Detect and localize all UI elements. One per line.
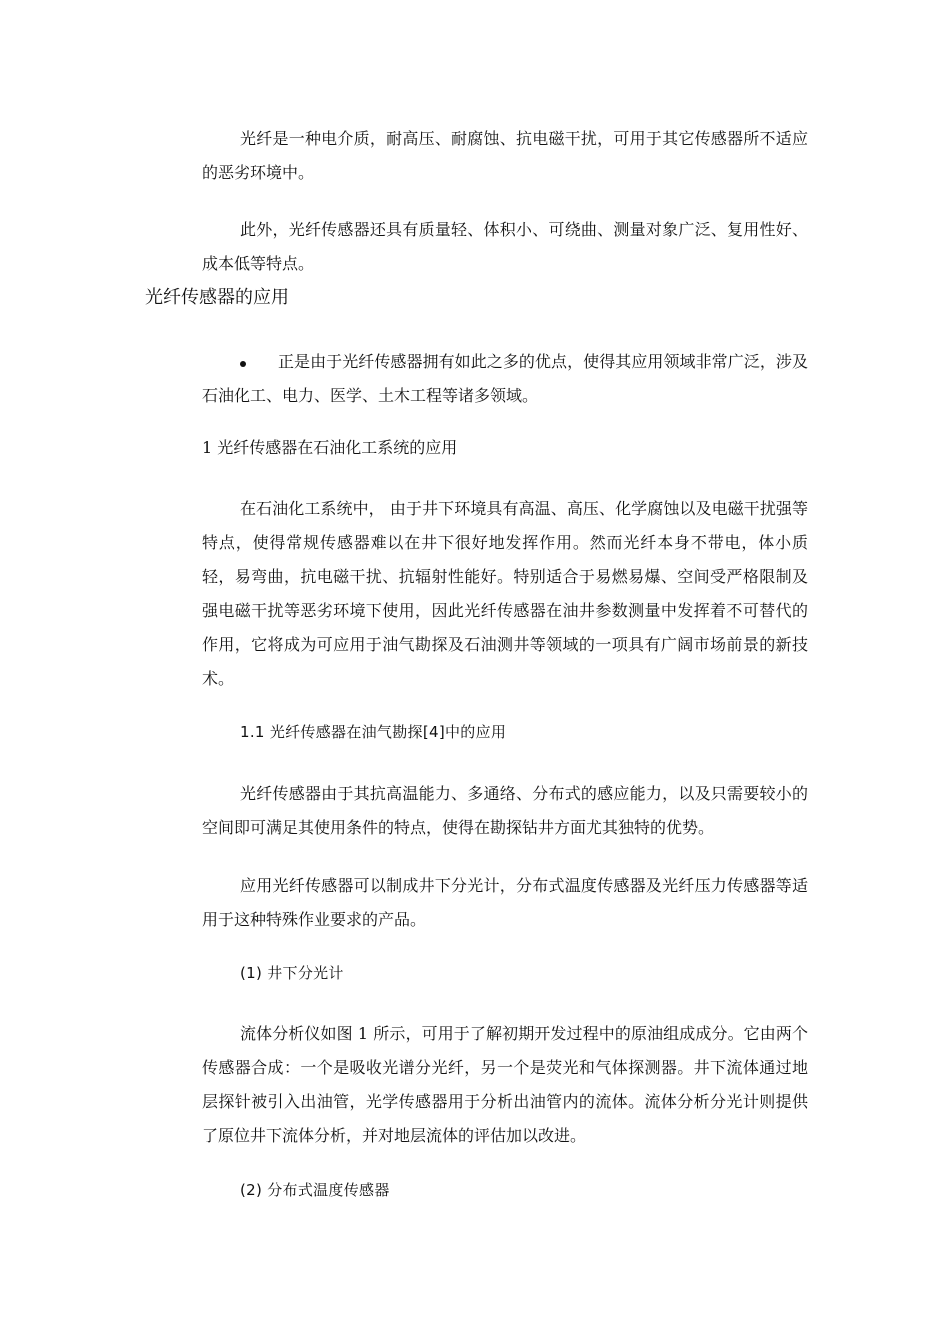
item-heading-text-2: (2) 分布式温度传感器 — [240, 1181, 390, 1199]
subsection-heading-text: 1.1 光纤传感器在油气勘探[4]中的应用 — [240, 723, 507, 741]
item-heading-distributed-temperature — [240, 1179, 390, 1201]
section-heading-petrochemical — [202, 437, 457, 459]
paragraph-downhole-products: 应用光纤传感器可以制成井下分光计，分布式温度传感器及光纤压力传感器等适用于这种特殊作业要求的产品。 — [202, 876, 808, 929]
paragraph-fluid-analyzer: 流体分析仪如图 1 所示，可用于了解初期开发过程中的原油组成成分。它由两个传感器合成：一个是吸收光谱分光纤，另一个是荧光和气体探测器。井下流体通过地层探针被引入出油管，光学传感器用于分析出油管内的流体。流体分析分光计则提供了原位井下流体分析，并对地层流体的评估加以改进。 — [202, 1024, 808, 1145]
section-heading-petrochemical-text: 1 光纤传感器在石油化工系统的应用 — [202, 438, 458, 457]
paragraph-petrochemical-system: 在石油化工系统中， 由于井下环境具有高温、高压、化学腐蚀以及电磁干扰强等特点，使得常规传感器难以在井下很好地发挥作用。然而光纤本身不带电，体小质轻，易弯曲，抗电磁干扰、抗辐射性能好。特别适合于易燃易爆、空间受严格限制及强电磁干扰等恶劣环境下使用，因此光纤传感器在油井参数测量中发挥着不可替代的作用，它将成为可应用于油气勘探及石油测井等领域的一项具有广阔市场前景的新技术。 — [202, 499, 808, 688]
paragraph-fiber-dielectric: 光纤是一种电介质，耐高压、耐腐蚀、抗电磁干扰，可用于其它传感器所不适应的恶劣环境中。 — [202, 129, 808, 182]
bullet-paragraph-application-fields: 正是由于光纤传感器拥有如此之多的优点，使得其应用领域非常广泛，涉及石油化工、电力、医学、土木工程等诸多领域。 — [202, 352, 808, 405]
section-heading-applications: 光纤传感器的应用 — [145, 287, 289, 308]
paragraph-fiber-advantages: 此外，光纤传感器还具有质量轻、体积小、可绕曲、测量对象广泛、复用性好、成本低等特点。 — [202, 220, 808, 273]
item-heading-downhole-spectrometer — [240, 962, 344, 984]
item-heading-text-1: (1) 井下分光计 — [240, 964, 344, 982]
subsection-heading-oil-gas-exploration — [240, 721, 506, 743]
paragraph-exploration-advantages: 光纤传感器由于其抗高温能力、多通络、分布式的感应能力，以及只需要较小的空间即可满足其使用条件的特点，使得在勘探钻井方面尤其独特的优势。 — [202, 784, 808, 837]
